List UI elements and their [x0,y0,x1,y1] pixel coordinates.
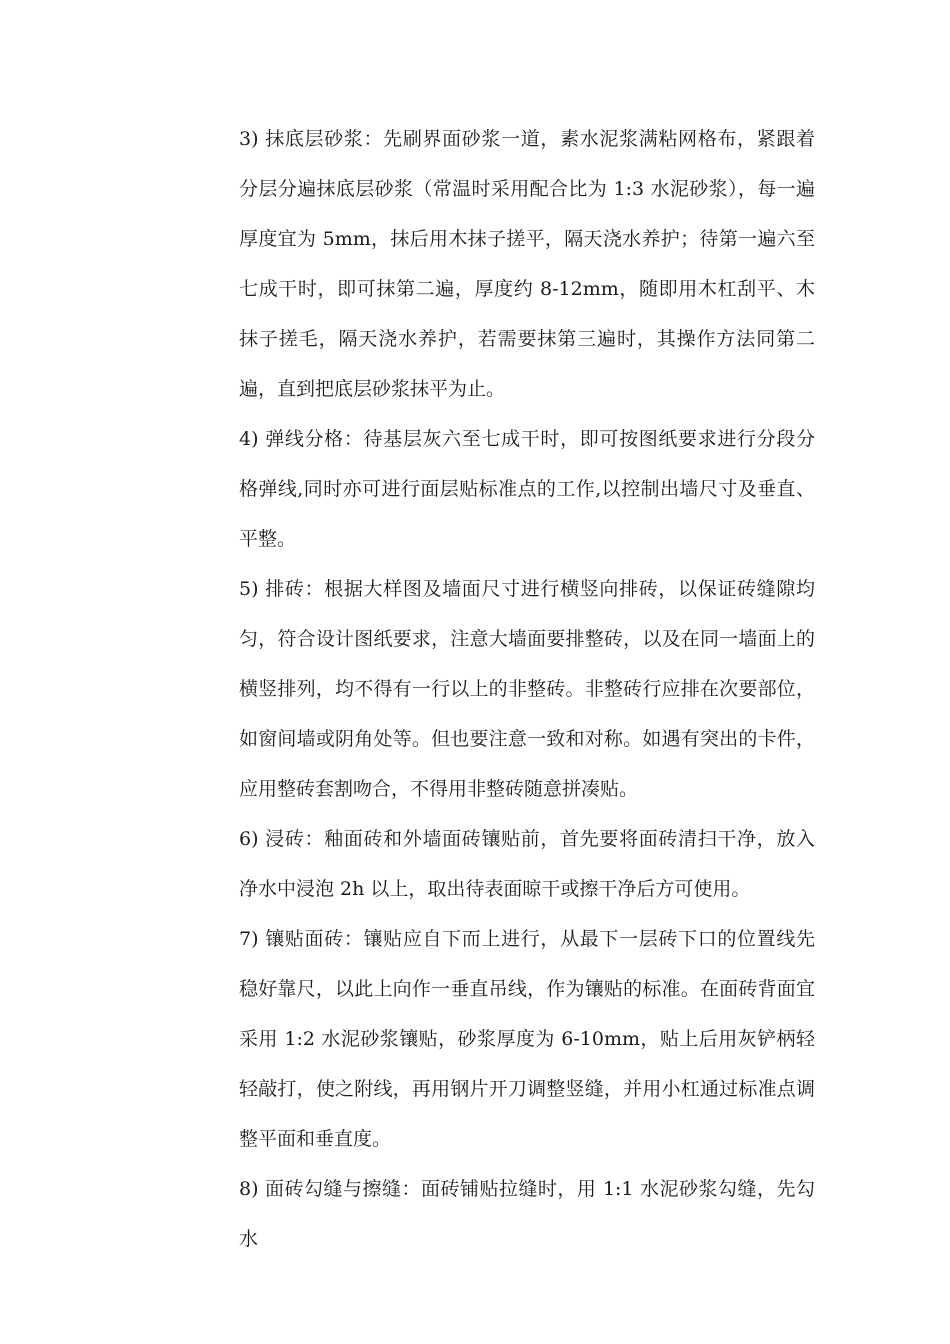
paragraph-step-5: 5) 排砖：根据大样图及墙面尺寸进行横竖向排砖，以保证砖缝隙均匀，符合设计图纸要求，注意大墙面要排整砖，以及在同一墙面上的横竖排列，均不得有一行以上的非整砖。非整砖行应排在次要部位，如窗间墙或阴角处等。但也要注意一致和对称。如遇有突出的卡件，应用整砖套割吻合，不得用非整砖随意拼凑贴。 [239,578,815,800]
paragraph-step-7: 7) 镶贴面砖：镶贴应自下而上进行，从最下一层砖下口的位置线先稳好靠尺，以此上向作一垂直吊线，作为镶贴的标准。在面砖背面宜采用 1:2 水泥砂浆镶贴，砂浆厚度为 6-10mm，贴上后用灰铲柄轻轻敲打，使之附线，再用钢片开刀调整竖缝，并用小杠通过标准点调整平面和垂直度。 [239,928,815,1150]
paragraph-step-4: 4) 弹线分格：待基层灰六至七成干时，即可按图纸要求进行分段分格弹线,同时亦可进行面层贴标准点的工作,以控制出墙尺寸及垂直、平整。 [239,428,815,550]
paragraph-step-8: 8) 面砖勾缝与擦缝：面砖铺贴拉缝时，用 1:1 水泥砂浆勾缝，先勾水 [239,1178,815,1250]
paragraph-step-3: 3) 抹底层砂浆：先刷界面砂浆一道，素水泥浆满粘网格布，紧跟着分层分遍抹底层砂浆（常温时采用配合比为 1:3 水泥砂浆），每一遍厚度宜为 5mm，抹后用木抹子搓平，隔天浇水养护；待第一遍六至七成干时，即可抹第二遍，厚度约 8-12mm，随即用木杠刮平、木抹子搓毛，隔天浇水养护，若需要抹第三遍时，其操作方法同第二遍，直到把底层砂浆抹平为止。 [239,128,815,400]
document-body [239,114,815,1264]
paragraph-step-6: 6) 浸砖：釉面砖和外墙面砖镶贴前，首先要将面砖清扫干净，放入净水中浸泡 2h 以上，取出待表面晾干或擦干净后方可使用。 [239,828,815,900]
